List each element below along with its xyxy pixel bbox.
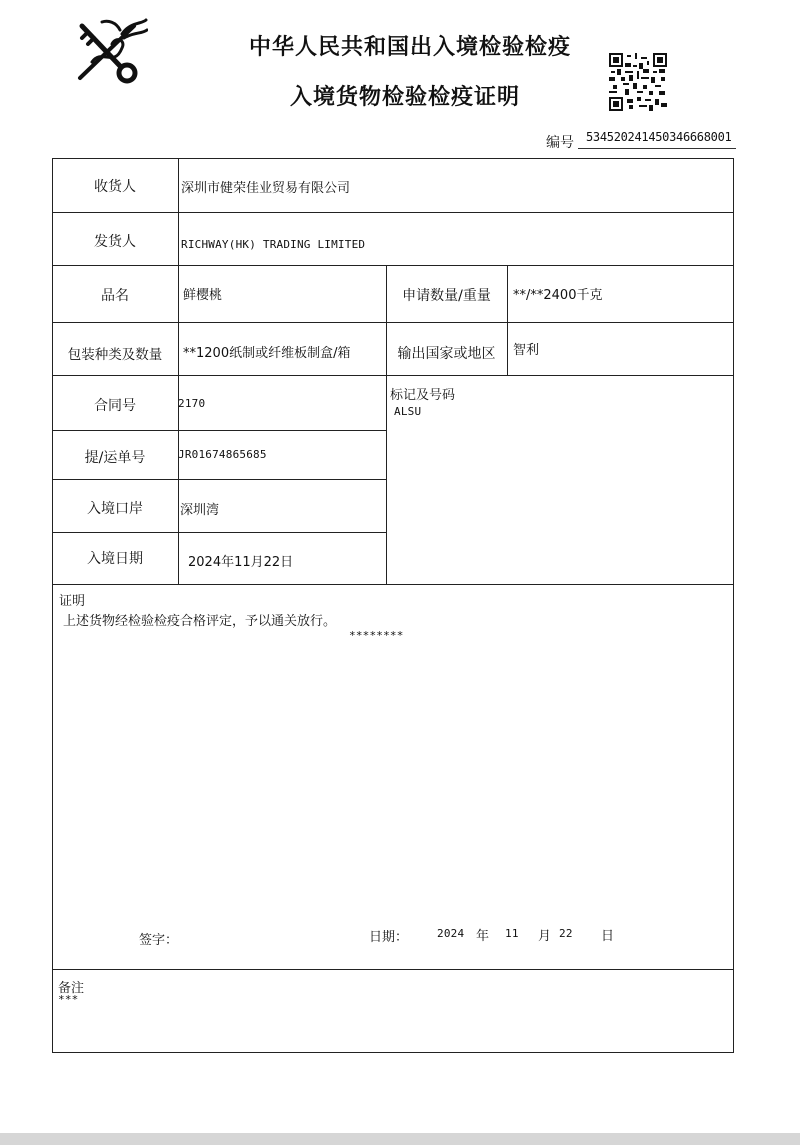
qr-code-icon: [609, 53, 667, 111]
sign-day-unit: 日: [601, 929, 615, 944]
sign-month: 11: [505, 927, 519, 940]
certification-label: 证明: [59, 594, 86, 609]
remarks-label: 备注: [58, 981, 85, 996]
row-divider: [53, 212, 733, 213]
row-divider: [53, 430, 387, 431]
consignor-value: RICHWAY(HK) TRADING LIMITED: [181, 238, 366, 251]
remarks-value: ***: [58, 993, 79, 1006]
document-title: 中华人民共和国出入境检验检疫: [248, 35, 571, 60]
consignee-label: 收货人: [94, 179, 136, 195]
port-value: 深圳湾: [180, 503, 220, 518]
marks-label: 标记及号码: [390, 388, 456, 403]
document-subtitle: 入境货物检验检疫证明: [289, 85, 520, 110]
column-divider: [386, 265, 387, 584]
row-divider: [53, 969, 733, 970]
sign-month-unit: 月: [538, 929, 552, 944]
origin-value: 智利: [513, 343, 540, 358]
bl-label: 提/运单号: [84, 450, 146, 466]
origin-label: 输出国家或地区: [397, 346, 496, 362]
entry-date-label: 入境日期: [87, 551, 143, 567]
certification-text: 上述货物经检验检疫合格评定，予以通关放行。: [63, 614, 337, 629]
row-divider: [53, 479, 387, 480]
certification-stars: ********: [349, 629, 404, 642]
bl-value: JR01674865685: [178, 448, 267, 461]
contract-label: 合同号: [94, 398, 136, 414]
sign-year: 2024: [437, 927, 465, 940]
sign-date-label: 日期：: [369, 930, 409, 945]
row-divider: [53, 375, 733, 376]
sign-year-unit: 年: [476, 929, 490, 944]
row-divider: [53, 584, 733, 585]
contract-value: 2170: [178, 397, 206, 410]
goods-label: 品名: [101, 288, 129, 304]
marks-value: ALSU: [394, 405, 422, 418]
entry-date-value: 2024年11月22日: [188, 555, 294, 570]
row-divider: [53, 265, 733, 266]
row-divider: [53, 532, 387, 533]
column-divider: [507, 265, 508, 375]
consignee-value: 深圳市健荣佳业贸易有限公司: [181, 181, 351, 196]
packing-label: 包装种类及数量: [67, 347, 163, 363]
port-label: 入境口岸: [87, 501, 143, 517]
cert-no-label: 编号: [546, 135, 574, 151]
row-divider: [53, 322, 733, 323]
column-divider: [178, 159, 179, 584]
viewer-bottom-bar: [0, 1133, 800, 1145]
signature-label: 签字：: [139, 933, 179, 948]
packing-value: **1200纸制或纤维板制盒/箱: [183, 346, 351, 361]
goods-value: 鲜樱桃: [183, 288, 223, 303]
quantity-value: **/**2400千克: [513, 288, 603, 303]
quantity-label: 申请数量/重量: [402, 288, 491, 304]
consignor-label: 发货人: [94, 234, 136, 250]
sign-day: 22: [559, 927, 573, 940]
cert-no-value: 534520241450346668001: [578, 129, 736, 149]
